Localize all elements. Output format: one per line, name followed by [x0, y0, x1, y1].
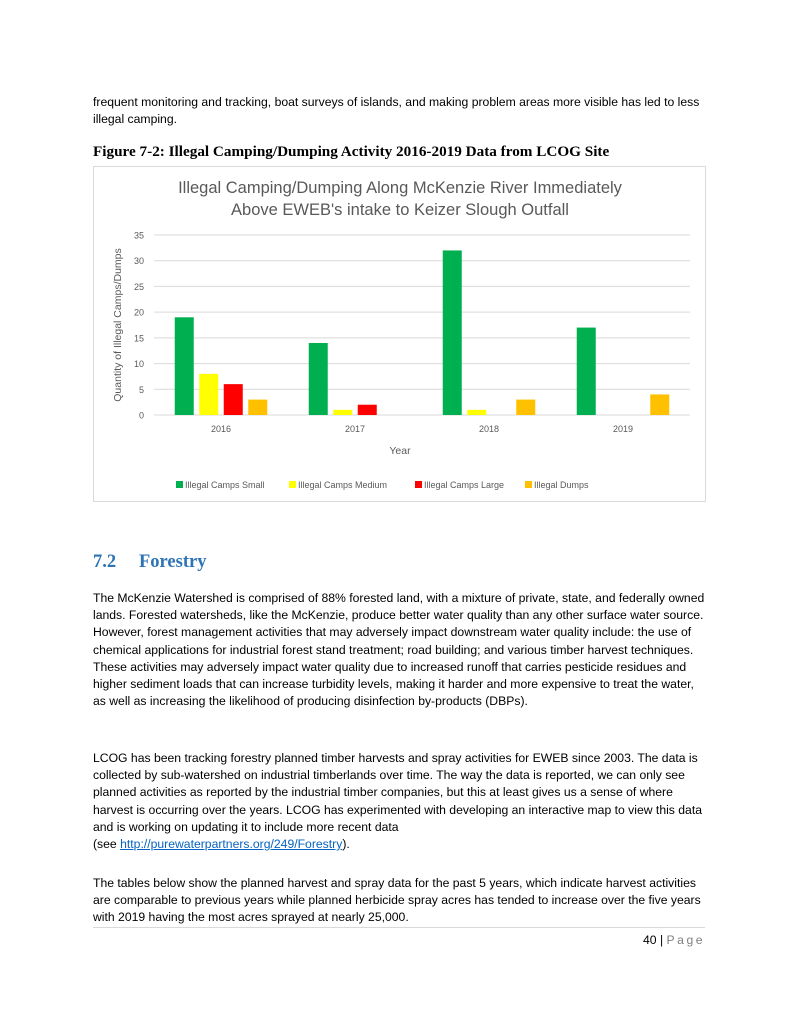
bar — [309, 343, 328, 415]
bar — [650, 394, 669, 415]
x-tick-label: 2016 — [210, 424, 232, 434]
legend-swatch — [525, 481, 532, 488]
chart-title-line: Above EWEB's intake to Keizer Slough Outfall — [231, 201, 569, 219]
bar — [333, 410, 352, 415]
intro-paragraph: frequent monitoring and tracking, boat surveys of islands, and making problem areas more visible has led to less illegal camping. — [93, 95, 700, 127]
legend-label: Illegal Dumps — [534, 480, 589, 490]
y-tick-label: 30 — [133, 256, 144, 267]
section-title-text: Forestry — [139, 552, 207, 572]
legend-label: Illegal Camps Small — [185, 480, 265, 490]
forestry-paragraph-3: The tables below show the planned harvest and spray data for the past 5 years, which indicate harvest activities are comparable to previous years while planned herbicide spray acres has tended to increase over the five years with 2019 having the most acres sprayed at nearly 25,000. — [93, 876, 701, 925]
bar-chart — [93, 166, 706, 502]
legend-swatch — [289, 481, 296, 488]
bar — [199, 374, 218, 415]
footer-divider — [93, 927, 705, 928]
forestry-paragraph-1: The McKenzie Watershed is comprised of 88% forested land, with a mixture of private, state, and federally owned lands. Forested watersheds, like the McKenzie, produce better water quality than any other surface water source. However, forest management activities that may adversely impact downstream water quality include: the use of chemical applications for industrial forest stand treatment; road building; and various timber harvest techniques. These activities may adversely impact water quality due to increased runoff that carries pesticide residues and higher sediment loads that can increase turbidity levels, making it harder and more expensive to treat the water, as well as increasing the likelihood of producing disinfection by-products (DBPs). — [93, 591, 705, 709]
x-tick-label: 2017 — [344, 424, 366, 434]
y-tick-label: 15 — [133, 333, 144, 344]
page-separator: | — [659, 933, 664, 947]
bar — [358, 405, 377, 415]
page-label: Page — [666, 933, 705, 947]
bar — [224, 384, 243, 415]
page-footer — [643, 933, 705, 947]
see-close: ). — [342, 837, 350, 852]
bar — [443, 250, 462, 415]
forestry-link[interactable]: http://purewaterpartners.org/249/Forestry — [120, 837, 343, 852]
legend-label: Illegal Camps Medium — [298, 480, 388, 490]
figure-caption: Figure 7-2: Illegal Camping/Dumping Activity 2016-2019 Data from LCOG Site — [93, 143, 610, 160]
x-tick-label: 2019 — [612, 424, 634, 434]
y-tick-label: 5 — [138, 384, 144, 395]
legend-label: Illegal Camps Large — [424, 480, 505, 490]
bar — [577, 328, 596, 415]
y-tick-label: 35 — [133, 230, 144, 241]
page-number: 40 — [643, 933, 657, 947]
forestry-paragraph-2 — [93, 750, 705, 853]
section-heading — [93, 552, 206, 573]
y-tick-label: 10 — [133, 359, 144, 370]
y-tick-label: 0 — [138, 410, 144, 421]
section-number: 7.2 — [93, 552, 117, 572]
bar — [248, 400, 267, 415]
paragraph-2-text: LCOG has been tracking forestry planned timber harvests and spray activities for EWEB since 2003. The data is collected by sub-watershed on industrial timberlands over time. The way the data is reported, we can only see planned activities as reported by the industrial timber companies, but this at least gives us a sense of where harvest is occurring over the years. LCOG has experimented with developing an interactive map to view this data and is working on updating it to include more recent data — [93, 751, 703, 834]
bar — [175, 317, 194, 415]
legend-swatch — [415, 481, 422, 488]
x-axis-title: Year — [389, 445, 411, 457]
y-tick-label: 20 — [133, 307, 144, 318]
bar — [516, 400, 535, 415]
y-tick-label: 25 — [133, 281, 144, 292]
x-tick-label: 2018 — [478, 424, 500, 434]
chart-title-line: Illegal Camping/Dumping Along McKenzie River Immediately — [178, 179, 622, 197]
chart-canvas — [94, 167, 707, 503]
bar — [467, 410, 486, 415]
see-open: (see — [93, 837, 121, 852]
legend-swatch — [176, 481, 183, 488]
y-axis-title: Quantity of Illegal Camps/Dumps — [112, 248, 124, 402]
